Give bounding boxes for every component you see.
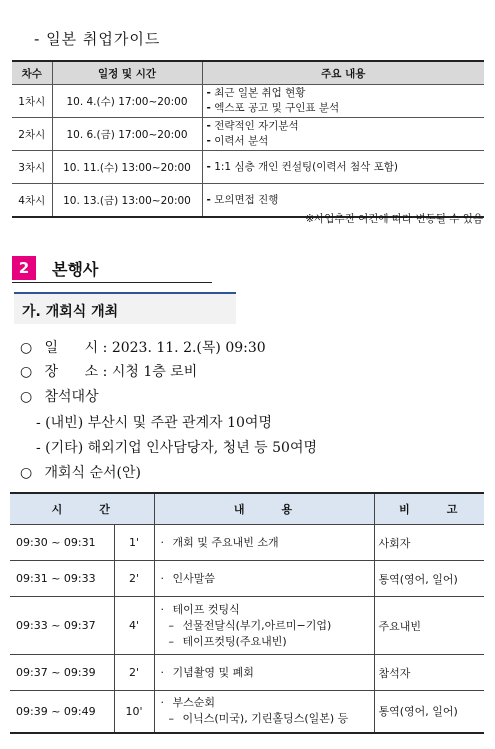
schedule-note: ※사업추진 여건에 따라 변동될 수 있음 xyxy=(305,213,483,225)
info-date xyxy=(20,337,266,357)
program-time: 09:30 ~ 09:31 xyxy=(10,525,114,561)
program-time: 09:39 ~ 09:49 xyxy=(10,691,114,733)
program-remark: 사회자 xyxy=(374,525,484,561)
circle-bullet-icon: ○ xyxy=(20,465,33,481)
program-duration: 4' xyxy=(114,597,154,655)
place-label: 장 소 xyxy=(44,364,99,380)
program-content: · 테이프 컷팅식 – 선물전달식(부기,아르미−기업) – 테이프컷팅(주요내빈) xyxy=(154,597,374,655)
info-attendees xyxy=(20,386,99,406)
schedule-row xyxy=(12,118,484,151)
program-header-remark: 비 고 xyxy=(374,493,484,525)
program-content: · 인사말씀 xyxy=(154,561,374,597)
schedule-content xyxy=(202,85,484,118)
section-title: 본행사 xyxy=(52,260,99,279)
program-header-row xyxy=(10,493,484,525)
program-remark: 참석자 xyxy=(374,655,484,691)
date-value: : 2023. 11. 2.(목) 09:30 xyxy=(102,340,266,356)
program-duration: 2' xyxy=(114,561,154,597)
program-item: 기념촬영 및 폐회 xyxy=(172,665,254,679)
program-remark: 통역(영어, 일어) xyxy=(374,691,484,733)
program-subitem: 선물전달식(부기,아르미−기업) xyxy=(182,618,332,632)
program-subitem: 테이프컷팅(주요내빈) xyxy=(182,634,287,648)
attendees-label: 참석대상 xyxy=(44,389,99,405)
schedule-header-time: 일정 및 시간 xyxy=(52,61,202,85)
program-duration: 1' xyxy=(114,525,154,561)
program-header-time: 시 간 xyxy=(10,493,154,525)
program-remark: 통역(영어, 일어) xyxy=(374,561,484,597)
program-time: 09:37 ~ 09:39 xyxy=(10,655,114,691)
schedule-header-content: 주요 내용 xyxy=(202,61,484,85)
schedule-content xyxy=(202,118,484,151)
info-order xyxy=(20,462,141,482)
attendee-line: - (기타) 해외기업 인사담당자, 청년 등 50여명 xyxy=(36,440,318,456)
circle-bullet-icon: ○ xyxy=(20,364,33,380)
program-row xyxy=(10,525,484,561)
program-time: 09:31 ~ 09:33 xyxy=(10,561,114,597)
schedule-item: - 전략적인 자기분석 xyxy=(206,120,299,132)
schedule-table xyxy=(12,60,484,218)
program-remark: 주요내빈 xyxy=(374,597,484,655)
schedule-row xyxy=(12,85,484,118)
section-heading xyxy=(12,256,212,283)
schedule-item: - 이력서 분석 xyxy=(206,135,269,147)
program-duration: 10' xyxy=(114,691,154,733)
program-row xyxy=(10,597,484,655)
schedule-header-row xyxy=(12,61,484,85)
date-label: 일 시 xyxy=(44,340,99,356)
circle-bullet-icon: ○ xyxy=(20,340,33,356)
info-place xyxy=(20,361,197,381)
attendee-line: - (내빈) 부산시 및 주관 관계자 10여명 xyxy=(36,415,272,431)
subsection-heading xyxy=(14,292,236,324)
program-table xyxy=(10,492,484,734)
program-duration: 2' xyxy=(114,655,154,691)
schedule-item: - 엑스포 공고 및 구인표 분석 xyxy=(206,102,340,114)
schedule-time: 10. 6.(금) 17:00~20:00 xyxy=(52,118,202,151)
program-subitem: 이닉스(미국), 기린홀딩스(일본) 등 xyxy=(182,712,349,726)
schedule-time: 10. 4.(수) 17:00~20:00 xyxy=(52,85,202,118)
schedule-time: 10. 13.(금) 13:00~20:00 xyxy=(52,184,202,218)
schedule-content xyxy=(202,151,484,184)
schedule-round: 1차시 xyxy=(12,85,52,118)
program-row xyxy=(10,655,484,691)
program-item: 인사말씀 xyxy=(172,571,216,585)
program-header-content: 내 용 xyxy=(154,493,374,525)
order-label: 개회식 순서(안) xyxy=(44,465,141,481)
schedule-round: 4차시 xyxy=(12,184,52,218)
schedule-round: 3차시 xyxy=(12,151,52,184)
program-content: · 기념촬영 및 폐회 xyxy=(154,655,374,691)
program-row xyxy=(10,561,484,597)
program-item: 개회 및 주요내빈 소개 xyxy=(172,535,279,549)
place-value: : 시청 1층 로비 xyxy=(102,364,198,380)
program-content: · 부스순회 – 이닉스(미국), 기린홀딩스(일본) 등 xyxy=(154,691,374,733)
schedule-time: 10. 11.(수) 13:00~20:00 xyxy=(52,151,202,184)
subsection-title: 가. 개회식 개최 xyxy=(22,304,119,320)
schedule-round: 2차시 xyxy=(12,118,52,151)
program-item: 부스순회 xyxy=(172,696,216,710)
program-time: 09:33 ~ 09:37 xyxy=(10,597,114,655)
schedule-row xyxy=(12,151,484,184)
schedule-item: - 최근 일본 취업 현황 xyxy=(206,87,306,99)
program-row xyxy=(10,691,484,733)
program-content: · 개회 및 주요내빈 소개 xyxy=(154,525,374,561)
program-item: 테이프 컷팅식 xyxy=(172,602,240,616)
schedule-item: - 1:1 심층 개인 컨설팅(이력서 첨삭 포함) xyxy=(206,160,398,173)
guide-title: - 일본 취업가이드 xyxy=(34,30,161,48)
schedule-header-round: 차수 xyxy=(12,61,52,85)
schedule-item: - 모의면접 진행 xyxy=(206,193,279,206)
section-number-badge: 2 xyxy=(12,256,36,280)
circle-bullet-icon: ○ xyxy=(20,389,33,405)
